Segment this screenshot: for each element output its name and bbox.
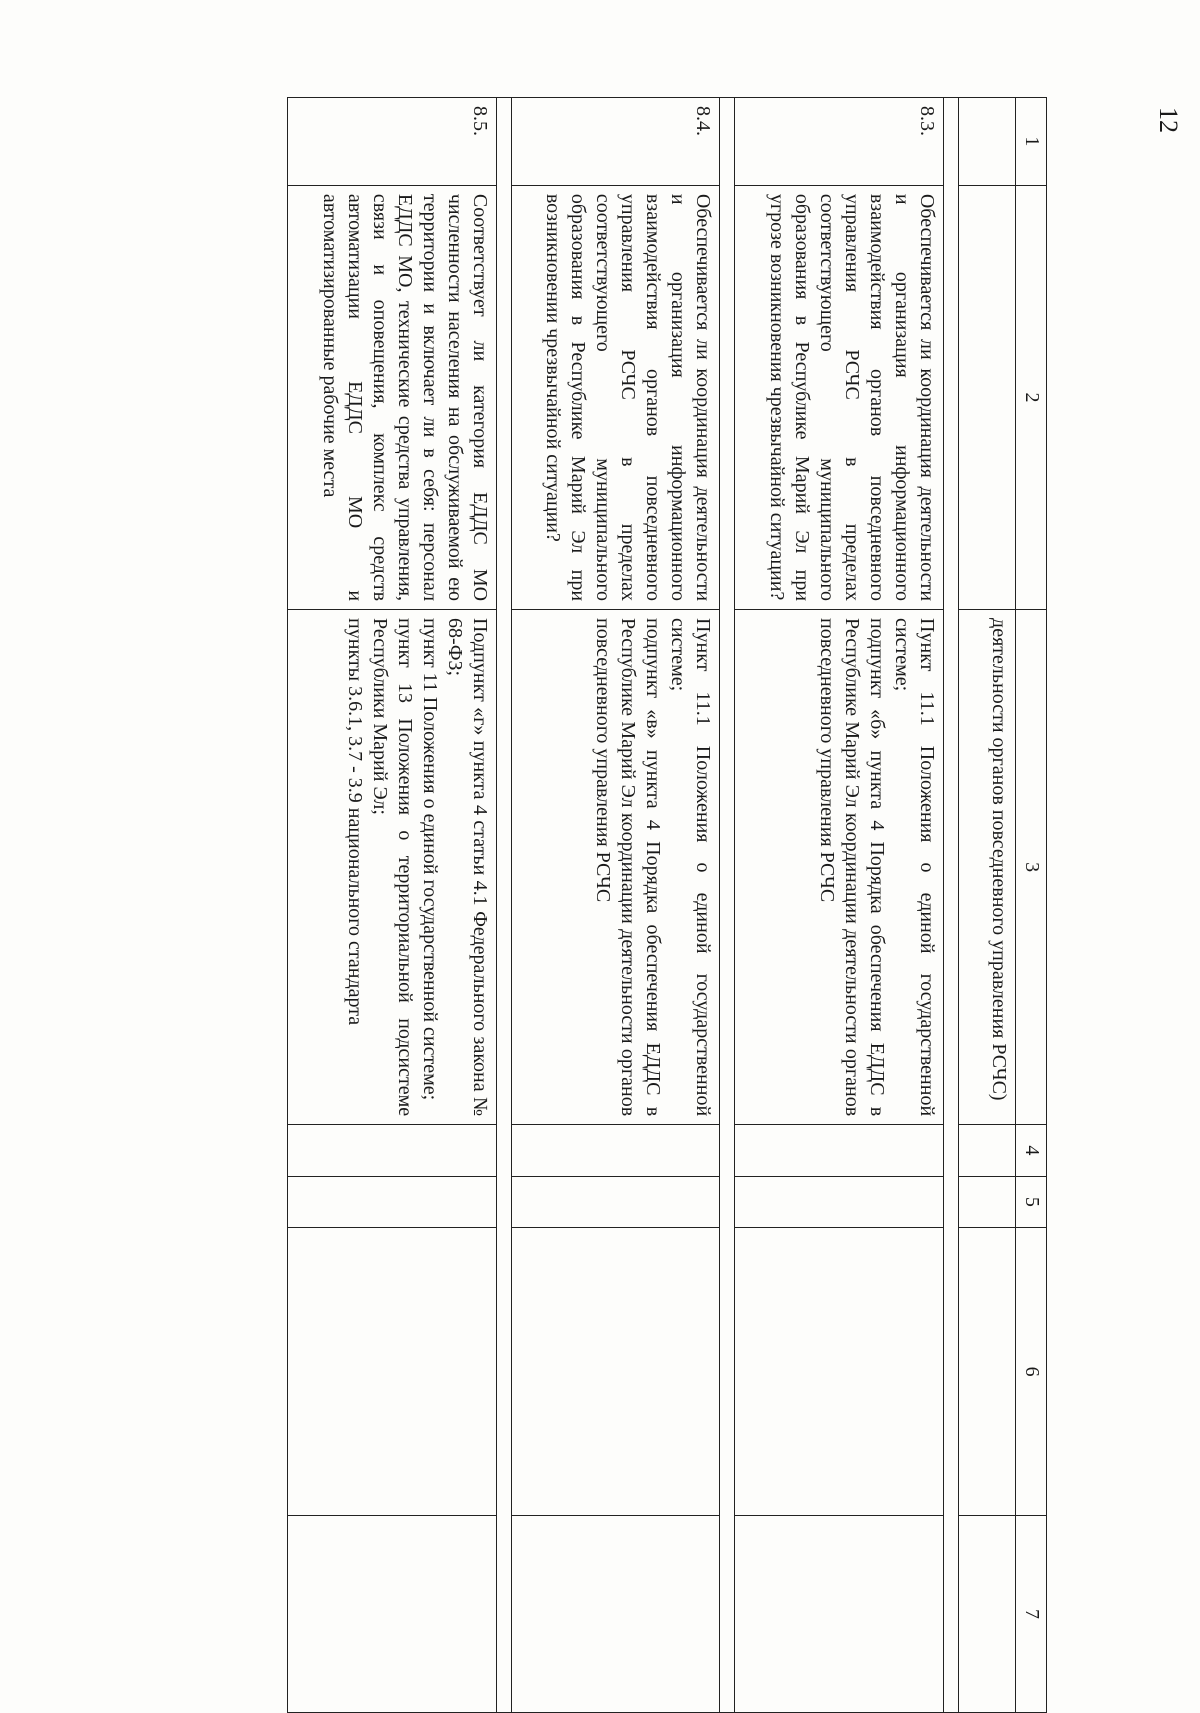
column-number: 3 xyxy=(1016,610,1047,1125)
column-number: 7 xyxy=(1016,1515,1047,1712)
legal-basis-cell xyxy=(511,610,720,1125)
column-number: 6 xyxy=(1016,1228,1047,1516)
legal-basis-item: подпункт «в» пункта 4 Порядка обеспечения ЕДДС в Республике Марий Эл координации деятельности органов повседневного управления РСЧС xyxy=(592,618,665,1117)
row-separator xyxy=(496,98,511,1713)
question-cell: Обеспечивается ли координация деятельности и организация информационного взаимодействия органов повседневного управления РСЧС в пределах соответствующего муниципального образования в Республике Марий Эл при возникновении чрезвычайной ситуации? xyxy=(511,185,720,609)
legal-basis-cell: деятельности органов повседневного управления РСЧС) xyxy=(959,610,1016,1125)
row-separator xyxy=(944,98,959,1713)
question-cell: Обеспечивается ли координация деятельности и организация информационного взаимодействия органов повседневного управления РСЧС в пределах соответствующего муниципального образования в Республике Марий Эл при угрозе возникновения чрезвычайной ситуации? xyxy=(735,185,944,609)
column-number: 5 xyxy=(1016,1176,1047,1228)
legal-basis-item: пункт 13 Положения о территориальной подсистеме Республики Марий Эл; xyxy=(368,618,416,1117)
legal-basis-item: пункты 3.6.1, 3.7 - 3.9 национального стандарта xyxy=(343,618,366,1026)
legal-basis-item: подпункт «б» пункта 4 Порядка обеспечения ЕДДС в Республике Марий Эл координации деятельности органов повседневного управления РСЧС xyxy=(816,618,888,1117)
column-number: 2 xyxy=(1016,185,1047,609)
question-cell: Соответствует ли категория ЕДДС МО численности населения на обслуживаемой ею территории и включает ли в себя: персонал ЕДДС МО, технические средства управления, связи и оповещения, комплекс средств автоматизации ЕДДС МО и автоматизированные рабочие места xyxy=(288,185,497,609)
page-number: 12 xyxy=(1154,107,1183,133)
column-number-row xyxy=(1016,98,1047,1713)
row-separator xyxy=(720,98,735,1713)
continuation-row xyxy=(959,98,1016,1713)
rotated-table-wrapper xyxy=(287,97,1047,1713)
column-number: 4 xyxy=(1016,1125,1047,1177)
table-row xyxy=(288,98,497,1713)
item-number: 8.4. xyxy=(511,98,720,186)
legal-basis-item: Пункт 11.1 Положения о единой государственной системе; xyxy=(891,618,938,1117)
legal-basis-cell xyxy=(735,610,944,1125)
column-number: 1 xyxy=(1016,98,1047,186)
item-number: 8.3. xyxy=(735,98,944,186)
legal-basis-item: пункт 11 Положения о единой государственной системе; xyxy=(418,618,441,1101)
table-row xyxy=(511,98,720,1713)
table-row xyxy=(735,98,944,1713)
checklist-table xyxy=(287,97,1047,1713)
item-number: 8.5. xyxy=(288,98,497,186)
legal-basis-cell xyxy=(288,610,497,1125)
legal-basis-item: Пункт 11.1 Положения о единой государственной системе; xyxy=(667,618,715,1117)
legal-basis-item: Подпункт «г» пункта 4 статьи 4.1 Федерального закона № 68-ФЗ; xyxy=(443,618,491,1117)
